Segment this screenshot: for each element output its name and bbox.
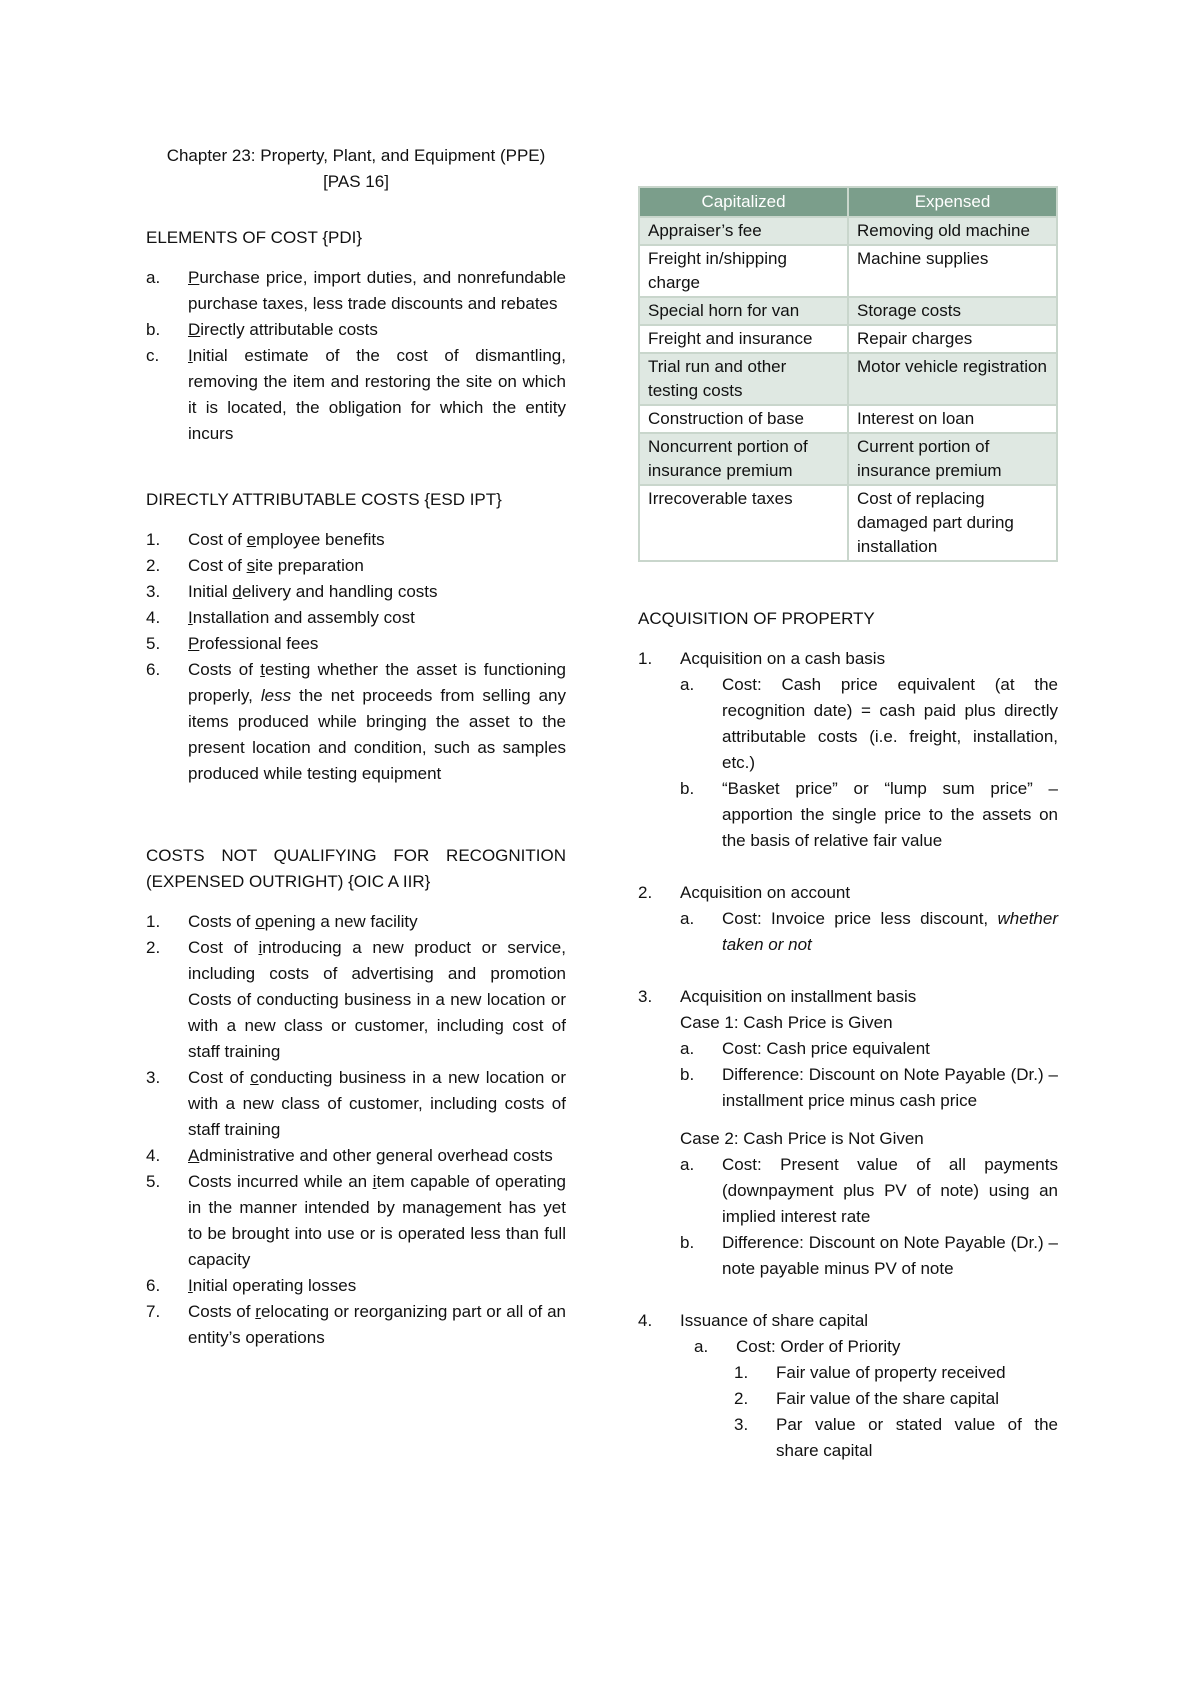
list-text: nitial estimate of the cost of dismantling, removing the item and restoring the site on which it is located, the obligation for which the entity incurs	[188, 346, 566, 443]
table-cell: Freight and insurance	[639, 325, 848, 353]
list-item	[694, 1334, 1058, 1464]
table-cell: Cost of replacing damaged part during installation	[848, 485, 1057, 561]
list-text: Costs incurred while an	[188, 1172, 373, 1191]
section-title: Acquisition on a cash basis	[680, 649, 886, 668]
list-marker: a.	[680, 909, 695, 928]
list-marker: b.	[680, 1233, 695, 1252]
mnemonic-letter: I	[188, 608, 193, 627]
list-text: elivery and handling costs	[241, 582, 438, 601]
table-cell: Appraiser’s fee	[639, 217, 848, 245]
list-item	[146, 605, 566, 631]
mnemonic-letter: D	[188, 320, 201, 339]
sub-list	[680, 1152, 1058, 1282]
list-item	[638, 880, 1058, 958]
table-cell: Interest on loan	[848, 405, 1057, 433]
table-header-capitalized: Capitalized	[639, 187, 848, 217]
list-item	[146, 631, 566, 657]
not-qualifying-heading: COSTS NOT QUALIFYING FOR RECOGNITION (EXPENSED OUTRIGHT) {OIC A IIR}	[146, 846, 566, 891]
list-text: dministrative and other general overhead costs	[199, 1146, 553, 1165]
table-row	[639, 297, 1057, 325]
table-row	[639, 433, 1057, 485]
list-marker: 7.	[146, 1302, 161, 1321]
list-marker: 4.	[638, 1311, 653, 1330]
table-cell: Storage costs	[848, 297, 1057, 325]
list-item	[638, 646, 1058, 854]
list-item	[680, 1152, 1058, 1230]
list-item	[146, 317, 566, 343]
section-title: Acquisition on account	[680, 883, 851, 902]
list-text: Cost: Cash price equivalent	[722, 1039, 930, 1058]
list-marker: 6.	[146, 660, 161, 679]
table-cell: Freight in/shipping charge	[639, 245, 848, 297]
list-text: Par value or stated value of the share capital	[776, 1415, 1058, 1460]
list-marker: 4.	[146, 608, 161, 627]
list-item	[146, 265, 566, 317]
list-text: tem capable of operating in the manner intended by management has yet to be brought into use or is operated less than full capacity	[188, 1172, 566, 1269]
italic-text: less	[260, 686, 292, 705]
list-item	[146, 553, 566, 579]
list-text: Cost of	[188, 556, 247, 575]
list-item	[146, 1169, 566, 1273]
list-item	[680, 1036, 1058, 1062]
mnemonic-letter: o	[255, 912, 265, 931]
table-row	[639, 405, 1057, 433]
list-marker: a.	[680, 675, 695, 694]
list-text: Cost: Cash price equivalent (at the recognition date) = cash paid plus directly attributable costs (i.e. freight, installation, etc.)	[722, 675, 1058, 772]
list-marker: 1.	[146, 530, 161, 549]
list-text: Cost: Present value of all payments (downpayment plus PV of note) using an implied interest rate	[722, 1155, 1058, 1226]
table-cell: Special horn for van	[639, 297, 848, 325]
elements-list	[146, 265, 566, 447]
list-marker: b.	[680, 1065, 695, 1084]
list-text: Fair value of the share capital	[776, 1389, 1000, 1408]
table-cell: Removing old machine	[848, 217, 1057, 245]
list-text: rofessional fees	[199, 634, 319, 653]
list-item	[146, 657, 566, 787]
mnemonic-letter: r	[255, 1302, 261, 1321]
mnemonic-letter: t	[260, 660, 265, 679]
list-text: nstallation and assembly cost	[192, 608, 415, 627]
list-item	[638, 984, 1058, 1282]
not-qualifying-list	[146, 909, 566, 1351]
list-item	[146, 1273, 566, 1299]
mnemonic-letter: e	[246, 530, 257, 549]
list-item	[680, 776, 1058, 854]
list-marker: c.	[146, 346, 160, 365]
chapter-title	[146, 143, 566, 195]
sub-list	[680, 1036, 1058, 1114]
list-marker: b.	[146, 320, 161, 339]
mnemonic-letter: d	[232, 582, 242, 601]
list-text: Costs of	[188, 1302, 256, 1321]
table-cell: Trial run and other testing costs	[639, 353, 848, 405]
table-cell: Repair charges	[848, 325, 1057, 353]
case-2-label: Case 2: Cash Price is Not Given	[680, 1129, 924, 1148]
table-cell: Motor vehicle registration	[848, 353, 1057, 405]
mnemonic-letter: P	[188, 268, 200, 287]
list-marker: b.	[680, 779, 695, 798]
list-marker: 3.	[146, 582, 161, 601]
table-cell: Construction of base	[639, 405, 848, 433]
list-marker: 2.	[734, 1389, 749, 1408]
list-text: “Basket price” or “lump sum price” – apportion the single price to the assets on the basis of relative fair value	[722, 779, 1058, 850]
list-item	[146, 935, 566, 1065]
table-header-expensed: Expensed	[848, 187, 1057, 217]
list-marker: 5.	[146, 634, 161, 653]
list-item	[680, 1230, 1058, 1282]
table-row	[639, 353, 1057, 405]
list-text: Cost of	[188, 1068, 251, 1087]
list-text: Cost: Order of Priority	[736, 1337, 901, 1356]
case-1-label: Case 1: Cash Price is Given	[680, 1013, 893, 1032]
table-cell: Current portion of insurance premium	[848, 433, 1057, 485]
list-item	[146, 343, 566, 447]
list-marker: 3.	[734, 1415, 749, 1434]
mnemonic-letter: I	[188, 1276, 193, 1295]
italic-text: whether taken or not	[722, 909, 1058, 954]
table-header-row	[639, 187, 1057, 217]
list-text: esting whether the asset is functioning properly,	[188, 660, 566, 705]
list-marker: 4.	[146, 1146, 161, 1165]
sub-list	[680, 906, 1058, 958]
mnemonic-letter: c	[250, 1068, 259, 1087]
list-text: the net proceeds from selling any items produced while bringing the asset to the present location and condition, such as samples produced while testing equipment	[188, 686, 566, 783]
mnemonic-letter: I	[188, 346, 193, 365]
list-marker: a.	[694, 1337, 709, 1356]
table-row	[639, 485, 1057, 561]
priority-list	[734, 1360, 1058, 1464]
mnemonic-letter: A	[188, 1146, 200, 1165]
left-column	[146, 143, 566, 1351]
list-text: mployee benefits	[256, 530, 385, 549]
list-text: Fair value of property received	[776, 1363, 1006, 1382]
list-item	[146, 1143, 566, 1169]
list-text: Difference: Discount on Note Payable (Dr.) – note payable minus PV of note	[722, 1233, 1058, 1278]
list-item	[146, 1299, 566, 1351]
list-text: nitial operating losses	[192, 1276, 357, 1295]
list-item	[734, 1386, 1058, 1412]
section-title: Acquisition on installment basis	[680, 987, 917, 1006]
list-marker: 2.	[146, 556, 161, 575]
acquisition-heading: ACQUISITION OF PROPERTY	[638, 609, 875, 628]
list-text: Costs of	[188, 660, 261, 679]
sub-list	[680, 672, 1058, 854]
sub-list	[680, 1334, 1058, 1464]
mnemonic-letter: i	[258, 938, 263, 957]
mnemonic-letter: P	[188, 634, 200, 653]
list-item	[680, 1062, 1058, 1114]
mnemonic-letter: s	[246, 556, 256, 575]
list-marker: 1.	[638, 649, 653, 668]
list-text: elocating or reorganizing part or all of an entity’s operations	[188, 1302, 566, 1347]
title-line-2: [PAS 16]	[323, 172, 389, 191]
mnemonic-letter: i	[372, 1172, 377, 1191]
right-column	[638, 186, 1058, 1464]
elements-heading: ELEMENTS OF COST {PDI}	[146, 228, 363, 247]
list-text: Cost: Invoice price less discount,	[722, 909, 998, 928]
table-row	[639, 217, 1057, 245]
list-text: ntroducing a new product or service, including costs of advertising and promotion Costs of conducting business in a new location or with a new class or customer, including cost of staff training	[188, 938, 566, 1061]
list-item	[146, 909, 566, 935]
table-cell: Irrecoverable taxes	[639, 485, 848, 561]
list-item	[680, 906, 1058, 958]
section-title: Issuance of share capital	[680, 1311, 869, 1330]
table-cell: Machine supplies	[848, 245, 1057, 297]
list-marker: 3.	[146, 1068, 161, 1087]
list-item	[146, 1065, 566, 1143]
list-marker: 1.	[734, 1363, 749, 1382]
list-text: Cost of	[188, 530, 247, 549]
list-text: pening a new facility	[264, 912, 418, 931]
list-marker: a.	[680, 1155, 695, 1174]
list-text: onducting business in a new location or with a new class of customer, including costs of staff training	[188, 1068, 566, 1139]
list-marker: 3.	[638, 987, 653, 1006]
table-cell: Noncurrent portion of insurance premium	[639, 433, 848, 485]
title-line-1: Chapter 23: Property, Plant, and Equipment (PPE)	[166, 146, 546, 165]
list-item	[638, 1308, 1058, 1464]
direct-costs-list	[146, 527, 566, 787]
list-marker: 6.	[146, 1276, 161, 1295]
table-row	[639, 245, 1057, 297]
list-marker: 1.	[146, 912, 161, 931]
list-marker: 5.	[146, 1172, 161, 1191]
list-item	[146, 579, 566, 605]
acquisition-list	[638, 646, 1058, 1464]
list-item	[734, 1360, 1058, 1386]
list-marker: a.	[680, 1039, 695, 1058]
list-text: Costs of	[188, 912, 256, 931]
capitalized-vs-expensed-table	[638, 186, 1058, 562]
direct-costs-heading: DIRECTLY ATTRIBUTABLE COSTS {ESD IPT}	[146, 490, 502, 509]
list-marker: a.	[146, 268, 161, 287]
list-text: urchase price, import duties, and nonrefundable purchase taxes, less trade discounts and rebates	[188, 268, 566, 313]
list-item	[680, 672, 1058, 776]
list-marker: 2.	[146, 938, 161, 957]
list-item	[734, 1412, 1058, 1464]
list-text: Cost of	[188, 938, 259, 957]
list-text: Difference: Discount on Note Payable (Dr.) – installment price minus cash price	[722, 1065, 1058, 1110]
list-text: Initial	[188, 582, 233, 601]
list-item	[146, 527, 566, 553]
list-text: irectly attributable costs	[200, 320, 378, 339]
table-row	[639, 325, 1057, 353]
list-text: ite preparation	[255, 556, 364, 575]
list-marker: 2.	[638, 883, 653, 902]
